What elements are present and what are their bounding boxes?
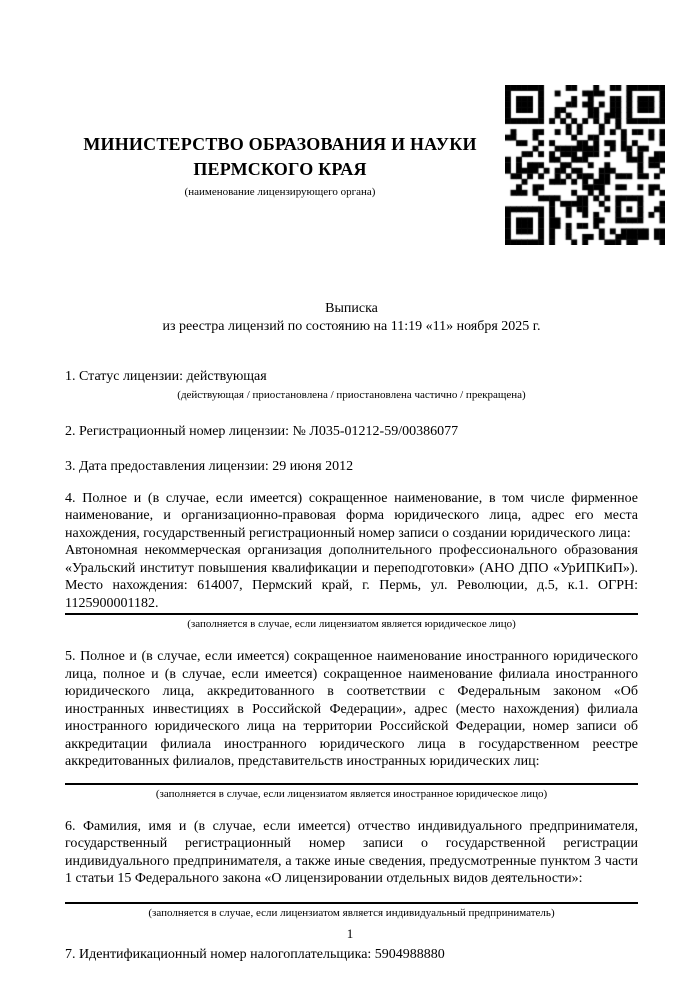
document-title	[65, 300, 638, 335]
field-legal-entity	[65, 490, 638, 613]
title-line2: из реестра лицензий по состоянию на 11:19 «11» ноября 2025 г.	[162, 318, 541, 334]
foreign-entity-fill-note: (заполняется в случае, если лицензиатом является иностранное юридическое лицо)	[155, 787, 548, 800]
field-legal-entity-value: Автономная некоммерческая организация дополнительного профессионального образования «Уральский институт повышения квалификации и переподготовки» (АНО ДПО «УрИПКиП»). Место нахождения: 614007, Пермский край, г. Пермь, ул. Революции, д.5, к.1. ОГРН: 1125900001182.	[65, 543, 638, 611]
individual-fill-line	[65, 902, 638, 904]
field-legal-entity-label: 4. Полное и (в случае, если имеется) сокращенное наименование, в том числе фирменное наименование, и организационно-правовая форма юридического лица, адрес его места нахождения, государственный регистрационный номер записи о создании юридического лица:	[65, 490, 638, 541]
foreign-entity-fill-line	[65, 783, 638, 785]
field-foreign-entity	[65, 648, 638, 771]
ministry-name-line2: ПЕРМСКОГО КРАЯ	[193, 159, 367, 179]
field-individual-entrepreneur-label: 6. Фамилия, имя и (в случае, если имеется) отчество индивидуального предпринимателя, государственный регистрационный номер записи о государственной регистрации индивидуального предпринимателя, а также иные сведения, предусмотренные пунктом 3 части 1 статьи 15 Федерального закона «О лицензировании отдельных видов деятельности»:	[65, 818, 638, 886]
field-license-status-variants: (действующая / приостановлена / приостановлена частично / прекращена)	[177, 388, 526, 401]
legal-entity-fill-line	[65, 613, 638, 615]
field-registration-number: 2. Регистрационный номер лицензии: № Л035-01212-59/00386077	[65, 423, 459, 439]
page-number: 1	[346, 926, 354, 941]
field-grant-date: 3. Дата предоставления лицензии: 29 июня 2012	[65, 459, 354, 474]
qr-code	[505, 85, 665, 245]
field-individual-entrepreneur	[65, 818, 638, 888]
field-license-status: 1. Статус лицензии: действующая	[65, 369, 267, 384]
individual-fill-note: (заполняется в случае, если лицензиатом является индивидуальный предприниматель)	[148, 906, 555, 919]
title-line1: Выписка	[325, 301, 378, 316]
legal-entity-fill-note: (заполняется в случае, если лицензиатом является юридическое лицо)	[187, 618, 516, 630]
licensing-authority-header	[65, 132, 495, 199]
field-taxpayer-id: 7. Идентификационный номер налогоплательщика: 5904988880	[65, 946, 445, 962]
authority-caption: (наименование лицензирующего органа)	[184, 186, 376, 198]
field-foreign-entity-label: 5. Полное и (в случае, если имеется) сокращенное наименование иностранного юридического лица, полное и (в случае, если имеется) сокращенное наименование филиала иностранного юридического лица, аккредитованного в соответствии с Федеральным законом «Об иностранных инвестициях в Российской Федерации», адрес (место нахождения) филиала иностранного юридического лица на территории Российской Федерации, номер записи об аккредитации филиала иностранного юридического лица в государственном реестре аккредитованных филиалов, представительств иностранных юридических лиц:	[65, 649, 638, 769]
ministry-name-line1: МИНИСТЕРСТВО ОБРАЗОВАНИЯ И НАУКИ	[83, 134, 477, 154]
